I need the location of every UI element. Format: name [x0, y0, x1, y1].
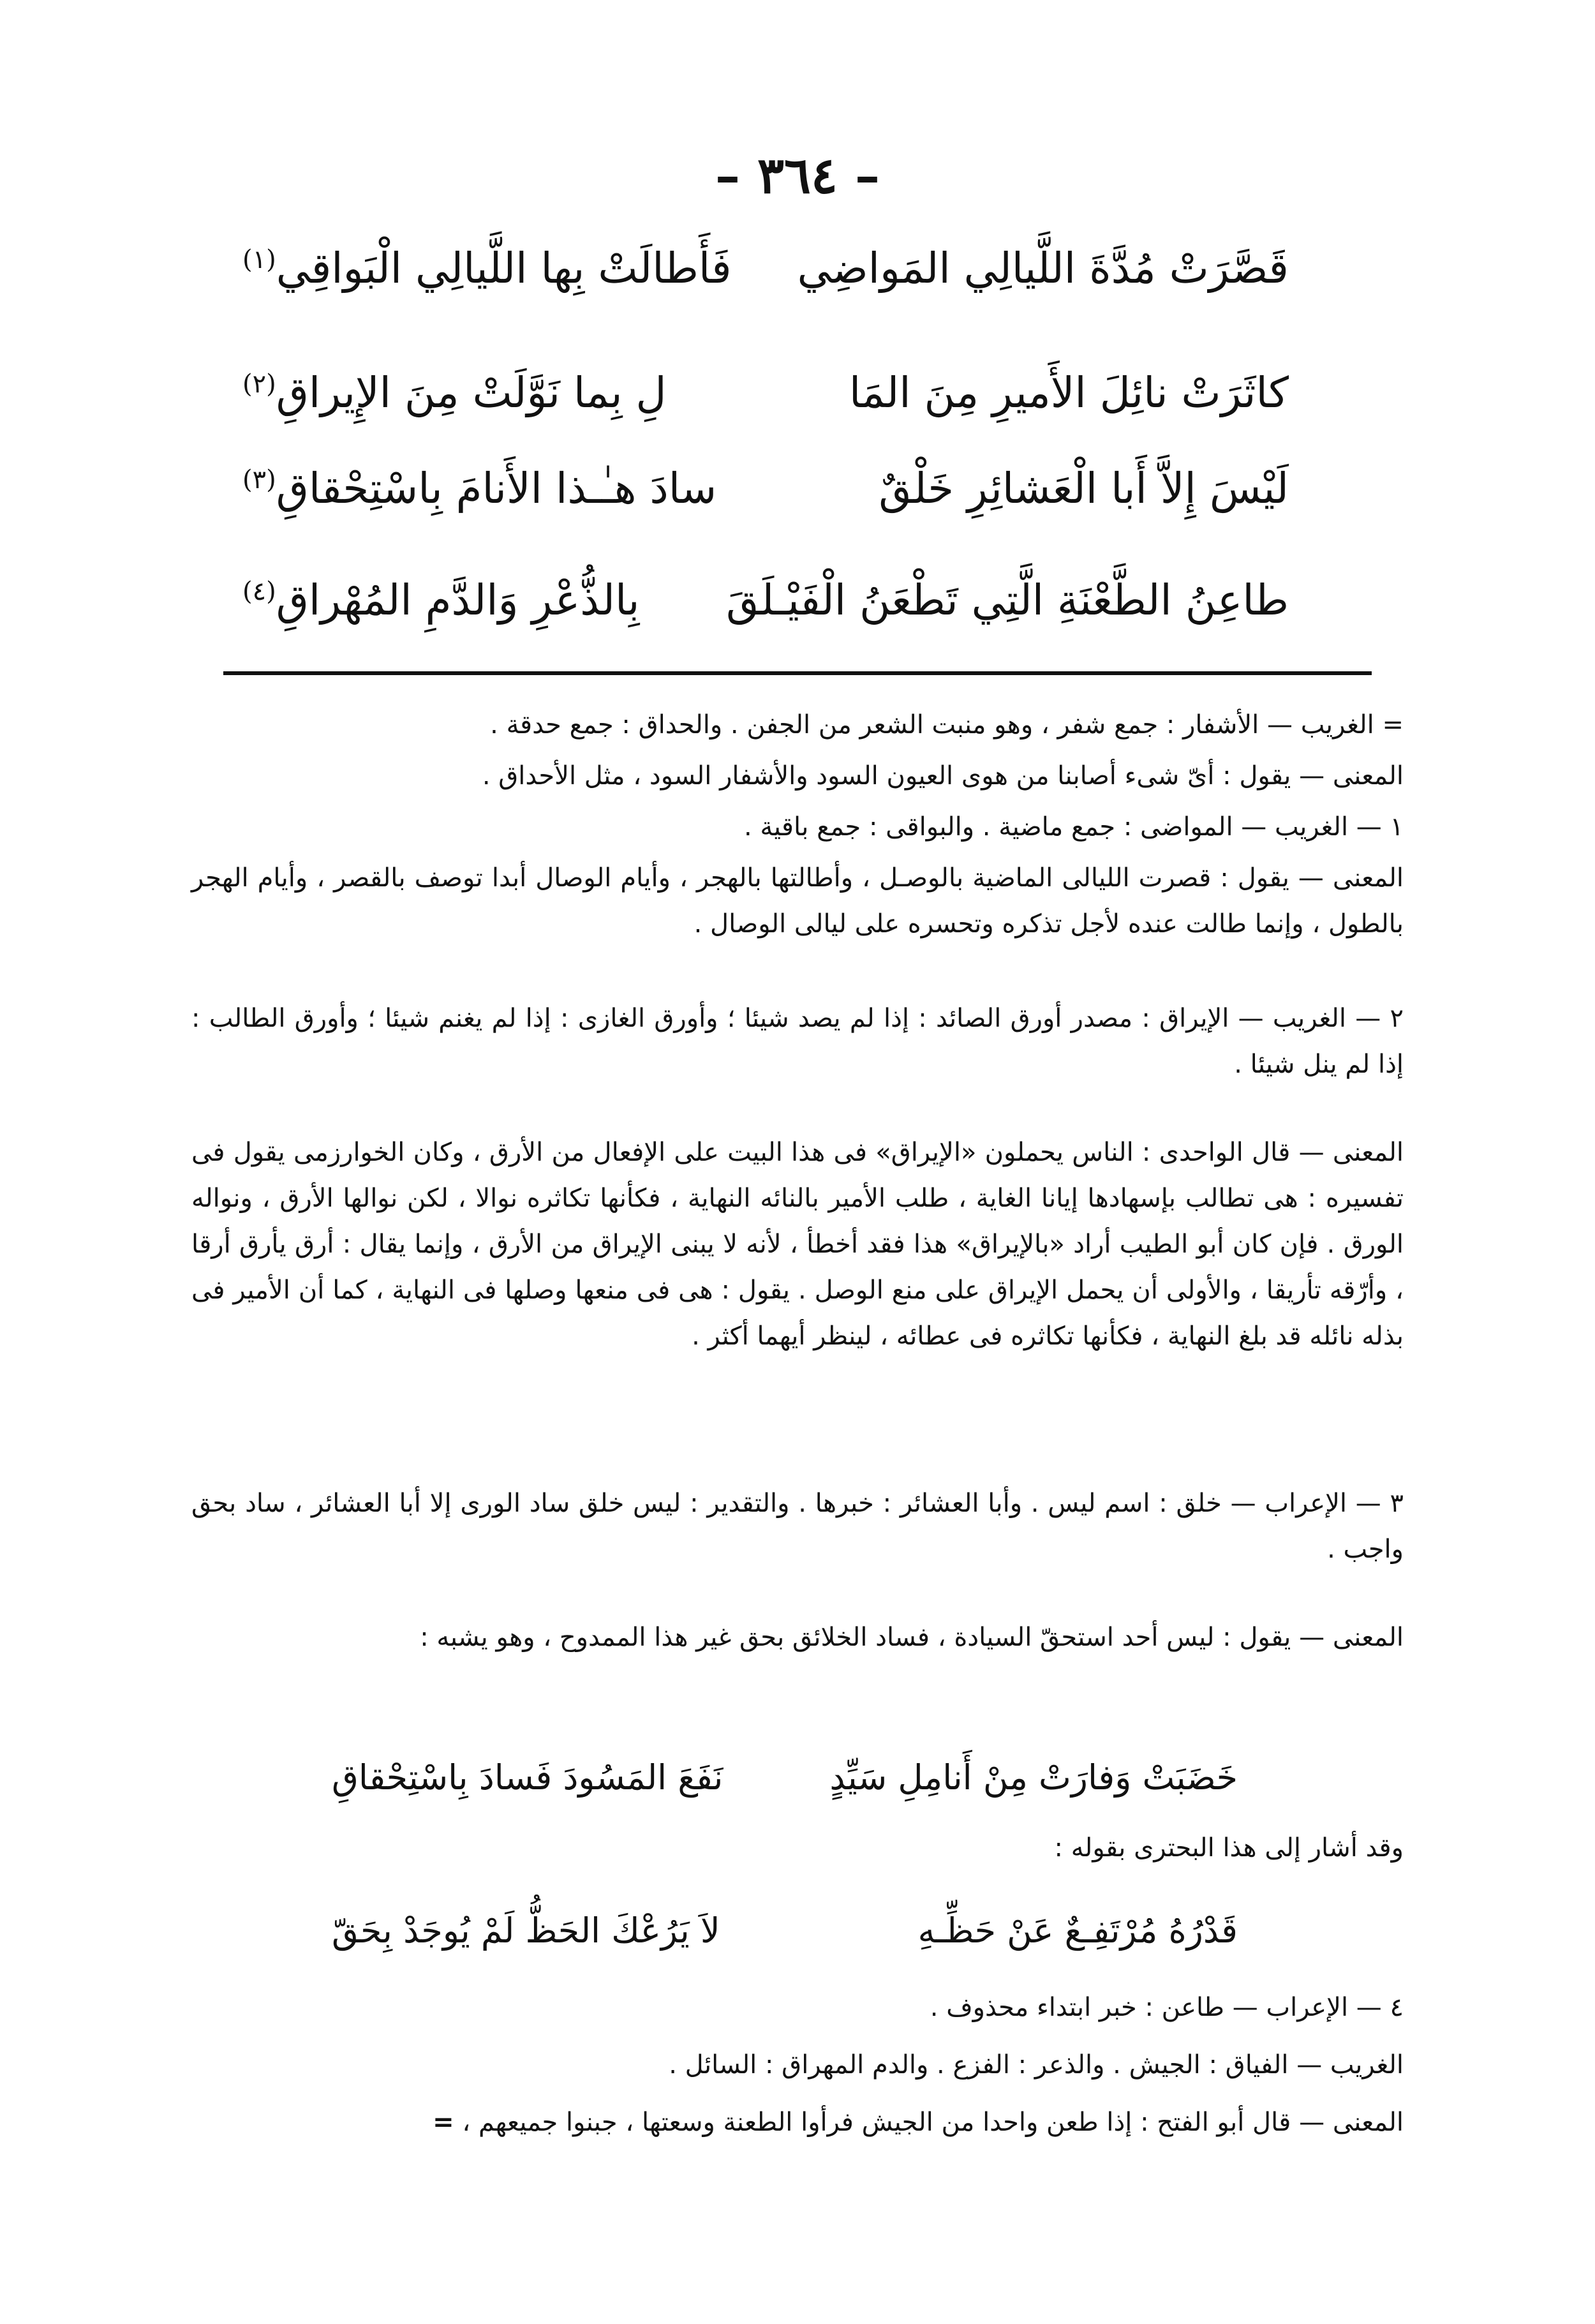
note-2-gloss: ٢ — الغريب — الإيراق : مصدر أورق الصائد : إذا لم يصد شيئا ؛ وأورق الغازى : إذا لم يغنم شيئا ؛ وأورق الطالب : إذا لم ينل شيئا . — [191, 1004, 1404, 1079]
note-gloss-intro: = الغريب — الأشفار : جمع شفر ، وهو منبت الشعر من الجفن . والحداق : جمع حدقة . — [490, 710, 1404, 740]
verse-3 — [242, 453, 1289, 523]
note-3-meaning: المعنى — يقول : ليس أحد استحقّ السيادة ، فساد الخلائق بحق غير هذا الممدوح ، وهو يشبه : — [420, 1623, 1404, 1652]
footnote-marker-1: (١) — [242, 244, 276, 274]
cited-verse-1-second: نَفَعَ المَسُودَ فَسادَ بِاسْتِحْقاقِ — [332, 1757, 723, 1798]
note-4-meaning — [191, 2099, 1404, 2145]
section-divider — [223, 671, 1372, 675]
note-4-meaning-text: المعنى — قال أبو الفتح : إذا طعن واحدا من الجيش فرأوا الطعنة وسعتها ، جبنوا جميعهم ، — [462, 2108, 1404, 2137]
verse-2-first-hemistich: كاثَرَتْ نائِلَ الأَميرِ مِنَ المَا — [849, 368, 1289, 417]
note-3-buhturi-ref: وقد أشار إلى هذا البحترى بقوله : — [1054, 1833, 1404, 1863]
verse-1-first-hemistich: قَصَّرَتْ مُدَّةَ اللَّيالِي المَواضِي — [797, 243, 1289, 293]
verse-4-text: بِالذُّعْرِ وَالدَّمِ المُهْراقِ — [276, 575, 640, 625]
verse-4-first-hemistich: طاعِنُ الطَّعْنَةِ الَّتِي تَطْعَنُ الْفَيْـلَقَ — [726, 575, 1289, 625]
verse-3-first-hemistich: لَيْسَ إِلاَّ أَبا الْعَشائِرِ خَلْقٌ — [879, 463, 1289, 513]
note-4-gloss: الغريب — الفياق : الجيش . والذعر : الفزع . والدم المهراق : السائل . — [669, 2050, 1404, 2080]
verse-3-second-hemistich — [242, 464, 716, 513]
note-1-gloss: ١ — الغريب — المواضى : جمع ماضية . والبواقى : جمع باقية . — [743, 812, 1404, 842]
note-3-grammar: ٣ — الإعراب — خلق : اسم ليس . وأبا العشائر : خبرها . والتقدير : ليس خلق ساد الورى إلا أبا العشائر ، ساد بحق واجب . — [191, 1489, 1404, 1564]
verse-2-text: لِ بِما نَوَّلَتْ مِنَ الإِيراقِ — [276, 368, 667, 417]
cited-verse-2 — [332, 1895, 1238, 1965]
note-4-grammar: ٤ — الإعراب — طاعن : خبر ابتداء محذوف . — [930, 1993, 1404, 2022]
verse-2 — [242, 357, 1289, 428]
note-2-meaning: المعنى — قال الواحدى : الناس يحملون «الإيراق» فى هذا البيت على الإفعال من الأرق ، وكان الخوارزمى يقول فى تفسيره : هى تطالب بإسهادها إيانا الغاية ، طلب الأمير بالنائه النهاية ، فكأنها تكاثره نوالا ، لكن نوالها الأرق ، ونواله الورق . فإن كان أبو الطيب أراد «بالإيراق» هذا فقد أخطأ ، لأنه لا يبنى الإيراق من الأرق ، وإنما يقال : أرق يأرق أرقا ، وأرّقه تأريقا ، والأولى أن يحمل الإيراق على منع الوصل . يقول : هى فى منعها وصلها فى النهاية ، كما أن الأمير فى بذله نائله قد بلغ النهاية ، فكأنها تكاثره فى عطائه ، لينظر أيهما أكثر . — [191, 1138, 1404, 1351]
verse-4-second-hemistich — [242, 576, 640, 625]
verse-3-text: سادَ هـٰـذا الأَنامَ بِاسْتِحْقاقِ — [276, 463, 717, 513]
cited-verse-1-first: خَضَبَتْ وَفارَتْ مِنْ أَنامِلِ سَيِّدٍ — [829, 1757, 1238, 1798]
footnote-marker-3: (٣) — [242, 465, 276, 495]
verse-1-second-hemistich — [242, 244, 732, 293]
footnote-marker-4: (٤) — [242, 576, 276, 606]
continuation-mark: = — [433, 2108, 454, 2137]
cited-verse-1 — [332, 1742, 1238, 1812]
verse-2-second-hemistich — [242, 368, 667, 417]
cited-verse-2-first: قَدْرُهُ مُرْتَفِـعٌ عَنْ حَظِّـهِ — [917, 1910, 1238, 1951]
cited-verse-2-second: لاَ يَرُعْكَ الحَظُّ لَمْ يُوجَدْ بِحَقّ — [332, 1910, 720, 1951]
note-meaning-intro: المعنى — يقول : أىّ شىء أصابنا من هوى العيون السود والأشفار السود ، مثل الأحداق . — [482, 761, 1404, 791]
verse-1 — [242, 233, 1289, 303]
footnote-marker-2: (٢) — [242, 369, 276, 399]
page-number: – ٣٦٤ – — [715, 147, 880, 205]
verse-1-text: فَأَطالَتْ بِها اللَّيالِي الْبَواقِي — [276, 243, 732, 293]
verse-4 — [242, 565, 1289, 635]
note-1-meaning: المعنى — يقول : قصرت الليالى الماضية بالوصـل ، وأطالتها بالهجر ، وأيام الوصال أبدا توصف بالقصر ، وأيام الهجر بالطول ، وإنما طالت عنده لأجل تذكره وتحسره على ليالى الوصال . — [191, 863, 1404, 939]
